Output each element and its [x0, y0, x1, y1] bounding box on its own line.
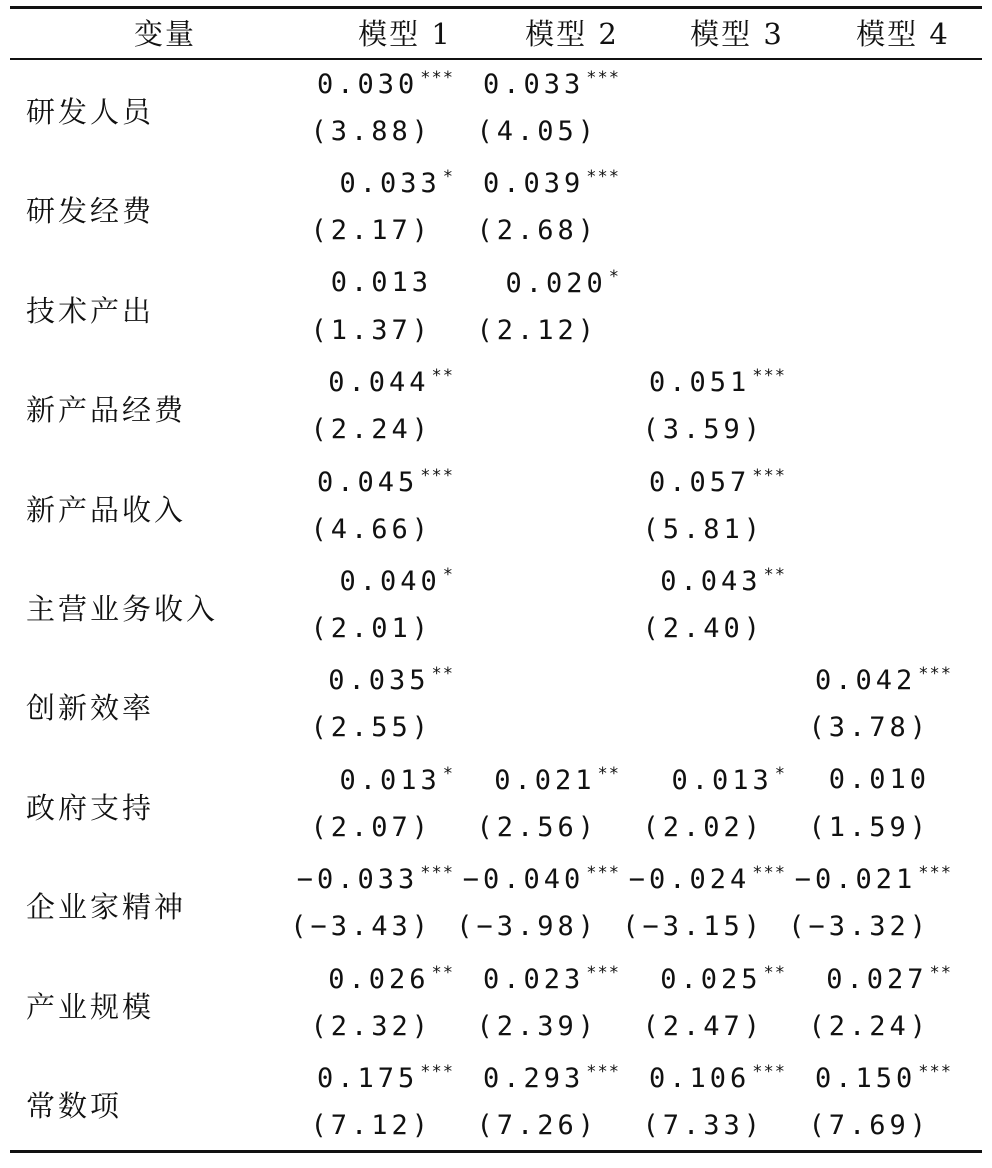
coefficient-value: −0.033 [296, 864, 419, 896]
coefficient-value: 0.045 [317, 466, 419, 498]
coefficient [328, 963, 454, 995]
model-3-cell [626, 957, 792, 1056]
model-4-cell [792, 758, 958, 857]
coefficient [815, 664, 952, 696]
significance-stars: * [442, 763, 454, 784]
coefficient-value: 0.025 [660, 963, 762, 995]
coefficient-value: 0.020 [505, 267, 607, 299]
coefficient-value: 0.013 [671, 764, 773, 796]
model-1-cell [290, 857, 460, 956]
coefficient [463, 863, 620, 895]
coefficient [339, 565, 454, 597]
table-header-row [10, 12, 982, 56]
significance-stars: *** [420, 68, 454, 88]
coefficient-value: 0.010 [828, 763, 930, 795]
model-3-cell [626, 658, 792, 757]
significance-stars: *** [420, 1061, 454, 1082]
t-statistic: (1.59) [808, 811, 930, 843]
coefficient-value: 0.013 [339, 764, 441, 796]
coefficient-value: 0.027 [826, 963, 928, 995]
coefficient-value: 0.030 [317, 69, 419, 100]
t-statistic: (−3.43) [290, 911, 432, 943]
coefficient [483, 1062, 620, 1094]
coefficient [297, 863, 454, 895]
table-row [10, 957, 982, 1056]
significance-stars: * [774, 763, 786, 784]
model-3-cell [626, 758, 792, 857]
model-4-cell [792, 559, 958, 658]
variable-label: 政府支持 [26, 790, 155, 825]
coefficient [505, 267, 620, 299]
model-3-cell [626, 261, 792, 360]
significance-stars: * [442, 167, 454, 188]
model-1-cell [294, 658, 460, 757]
table-row [10, 360, 982, 459]
coefficient [660, 963, 786, 995]
coefficient-value: 0.040 [339, 565, 441, 597]
model-3-cell [626, 460, 792, 559]
model-2-cell [460, 758, 626, 857]
model-4-cell [792, 360, 958, 459]
significance-stars: ** [763, 564, 786, 585]
model-4-cell [792, 957, 958, 1056]
significance-stars: *** [586, 863, 620, 884]
coefficient-value: 0.026 [328, 963, 430, 995]
header-model-3: 模型 3 [690, 17, 784, 51]
significance-stars: * [442, 564, 454, 585]
model-1-cell [294, 62, 460, 161]
model-1-cell [294, 360, 460, 459]
t-statistic: (−3.98) [456, 911, 598, 943]
t-statistic: (2.24) [808, 1010, 930, 1042]
variable-label: 创新效率 [26, 691, 155, 726]
coefficient [328, 366, 454, 398]
coefficient [494, 764, 620, 796]
significance-stars: ** [597, 763, 620, 784]
t-statistic: (2.68) [476, 215, 598, 247]
coefficient [660, 565, 786, 597]
t-statistic: (−3.32) [788, 911, 930, 943]
table-row [10, 758, 982, 857]
coefficient-value: 0.057 [649, 466, 751, 498]
model-3-cell [626, 62, 792, 161]
variable-label: 新产品经费 [26, 393, 187, 428]
header-model-2: 模型 2 [525, 17, 619, 51]
t-statistic: (2.39) [476, 1010, 598, 1042]
t-statistic: (2.17) [310, 215, 432, 247]
t-statistic: (2.56) [476, 811, 598, 843]
significance-stars: *** [752, 863, 786, 884]
significance-stars: ** [763, 962, 786, 983]
coefficient-value: 0.021 [494, 764, 596, 796]
coefficient [317, 1062, 454, 1094]
coefficient [483, 963, 620, 995]
model-4-cell [792, 460, 958, 559]
model-3-cell [622, 857, 792, 956]
coefficient-value: 0.051 [649, 367, 751, 399]
coefficient-value: 0.033 [483, 69, 585, 100]
coefficient [328, 664, 454, 696]
model-2-cell [456, 857, 626, 956]
t-statistic: (5.81) [642, 513, 764, 545]
coefficient-value: 0.042 [815, 665, 917, 697]
coefficient [483, 167, 620, 199]
variable-label: 企业家精神 [26, 890, 187, 925]
significance-stars: *** [918, 863, 952, 884]
coefficient-value: 0.175 [317, 1062, 419, 1094]
t-statistic: (2.24) [310, 414, 432, 446]
model-4-cell [792, 161, 958, 260]
t-statistic: (2.32) [310, 1010, 432, 1042]
model-4-cell [792, 658, 958, 757]
significance-stars: *** [918, 1061, 952, 1082]
table-header-rule [10, 58, 982, 60]
header-variable: 变量 [133, 17, 196, 51]
model-3-cell [626, 1056, 792, 1155]
t-statistic: (4.05) [476, 116, 598, 147]
model-4-cell [788, 857, 958, 956]
significance-stars: *** [586, 68, 620, 88]
model-3-cell [626, 161, 792, 260]
coefficient [826, 963, 952, 995]
model-1-cell [294, 460, 460, 559]
model-1-cell [294, 758, 460, 857]
coefficient [671, 764, 786, 796]
model-2-cell [460, 460, 626, 559]
table-row [10, 658, 982, 757]
model-1-cell [294, 559, 460, 658]
t-statistic: (2.01) [310, 612, 432, 644]
significance-stars: ** [431, 962, 454, 983]
variable-label: 研发经费 [26, 194, 155, 229]
variable-label: 常数项 [26, 1088, 123, 1123]
table-row [10, 1056, 982, 1155]
coefficient [649, 366, 786, 398]
model-2-cell [460, 62, 626, 161]
coefficient [629, 863, 786, 895]
table-row [10, 161, 982, 260]
coefficient-value: 0.013 [330, 266, 432, 298]
coefficient [331, 267, 432, 298]
t-statistic: (7.12) [310, 1109, 432, 1141]
t-statistic: (7.26) [476, 1109, 598, 1141]
coefficient-value: −0.021 [794, 864, 917, 896]
table-row [10, 857, 982, 956]
t-statistic: (3.88) [310, 116, 432, 147]
model-4-cell [792, 62, 958, 161]
table-body [10, 62, 982, 1155]
significance-stars: * [608, 266, 620, 287]
model-1-cell [294, 161, 460, 260]
coefficient [649, 466, 786, 498]
significance-stars: ** [431, 366, 454, 387]
coefficient-value: 0.035 [328, 665, 430, 697]
model-1-cell [294, 1056, 460, 1155]
t-statistic: (7.33) [642, 1109, 764, 1141]
t-statistic: (2.40) [642, 612, 764, 644]
t-statistic: (3.59) [642, 414, 764, 446]
t-statistic: (2.55) [310, 712, 432, 744]
coefficient [483, 68, 620, 100]
t-statistic: (1.37) [310, 314, 432, 346]
coefficient-value: −0.024 [628, 864, 751, 896]
model-2-cell [460, 957, 626, 1056]
table-top-rule [10, 6, 982, 9]
coefficient-value: 0.106 [649, 1062, 751, 1094]
coefficient [317, 466, 454, 498]
coefficient-value: 0.039 [483, 168, 585, 200]
variable-label: 研发人员 [26, 95, 155, 129]
header-model-1: 模型 1 [358, 17, 452, 51]
coefficient-value: 0.023 [483, 963, 585, 995]
significance-stars: *** [586, 1061, 620, 1082]
t-statistic: (2.07) [310, 811, 432, 843]
coefficient-value: 0.044 [328, 367, 430, 399]
model-4-cell [792, 1056, 958, 1155]
coefficient-value: −0.040 [462, 864, 585, 896]
coefficient-value: 0.150 [815, 1062, 917, 1094]
significance-stars: *** [420, 863, 454, 884]
significance-stars: *** [586, 962, 620, 983]
significance-stars: ** [929, 962, 952, 983]
significance-stars: *** [752, 1061, 786, 1082]
significance-stars: *** [918, 664, 952, 685]
header-model-4: 模型 4 [856, 17, 950, 51]
variable-label: 新产品收入 [26, 492, 187, 527]
coefficient [649, 1062, 786, 1094]
coefficient [795, 863, 952, 895]
coefficient [317, 68, 454, 100]
model-3-cell [626, 559, 792, 658]
significance-stars: *** [420, 465, 454, 486]
model-2-cell [460, 1056, 626, 1155]
significance-stars: *** [752, 465, 786, 486]
model-2-cell [460, 559, 626, 658]
significance-stars: *** [586, 167, 620, 188]
t-statistic: (7.69) [808, 1109, 930, 1141]
t-statistic: (4.66) [310, 513, 432, 545]
variable-label: 技术产出 [26, 293, 155, 328]
t-statistic: (−3.15) [622, 911, 764, 943]
table-row [10, 559, 982, 658]
coefficient-value: 0.043 [660, 565, 762, 597]
significance-stars: *** [752, 366, 786, 387]
model-2-cell [460, 261, 626, 360]
coefficient [339, 167, 454, 199]
t-statistic: (2.47) [642, 1010, 764, 1042]
t-statistic: (2.12) [476, 314, 598, 346]
model-2-cell [460, 658, 626, 757]
table-row [10, 460, 982, 559]
coefficient-value: 0.293 [483, 1062, 585, 1094]
model-1-cell [294, 957, 460, 1056]
variable-label: 主营业务收入 [26, 591, 219, 626]
variable-label: 产业规模 [26, 989, 155, 1024]
coefficient [339, 764, 454, 796]
coefficient-value: 0.033 [339, 168, 441, 200]
table-row [10, 62, 982, 161]
significance-stars: ** [431, 664, 454, 685]
t-statistic: (3.78) [808, 712, 930, 744]
model-1-cell [294, 261, 460, 360]
coefficient [829, 764, 930, 795]
model-2-cell [460, 161, 626, 260]
model-3-cell [626, 360, 792, 459]
table-row [10, 261, 982, 360]
table-bottom-rule [10, 1150, 982, 1153]
coefficient [815, 1062, 952, 1094]
model-4-cell [792, 261, 958, 360]
model-2-cell [460, 360, 626, 459]
t-statistic: (2.02) [642, 811, 764, 843]
